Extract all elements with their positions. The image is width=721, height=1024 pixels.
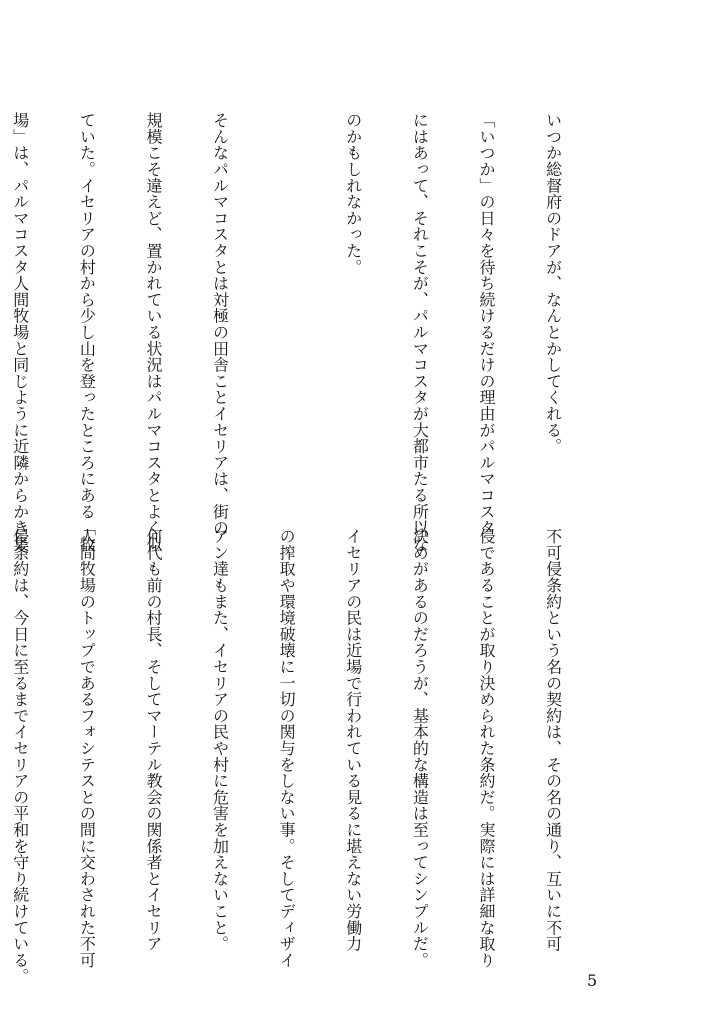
text-line: 不可侵条約という名の契約は、その名の通り、互いに不可	[543, 528, 563, 952]
text-line: 決めがあるのだろうが、基本的な構造は至ってシンプルだ。	[410, 528, 430, 969]
text-line: イセリアの民は近場で行われている見るに堪えない労働力	[343, 528, 363, 952]
text-line: 侵条約は、今日に至るまでイセリアの平和を守り続けている。	[10, 528, 30, 985]
text-line: アン達もまた、イセリアの民や村に危害を加えないこと。	[210, 528, 230, 952]
text-line: の搾取や環境破壊に一切の関与をしない事。そしてディザイ	[277, 528, 297, 969]
text-line: 人間牧場のトップであるフォシテスとの間に交わされた不可	[77, 528, 97, 969]
text-line: 「いつか」の日々を待ち続けるだけの理由がパルマコスタ	[476, 112, 496, 536]
upper-text-block	[0, 112, 608, 553]
text-line: 規模こそ違えど、置かれている状況はパルマコスタとよく似	[143, 112, 163, 553]
lower-text-block	[0, 528, 608, 985]
text-line: にはあって、それこそが、パルマコスタが大都市たる所以な	[410, 112, 430, 553]
text-line: そんなパルマコスタとは対極の田舎ことイセリアは、街の	[210, 112, 230, 536]
text-line: いつか総督府のドアが、なんとかしてくれる。	[543, 112, 563, 455]
text-line: 場」は、パルマコスタ人間牧場と同じように近隣からかき集	[10, 112, 30, 553]
text-line: ていた。イセリアの村から少し山を登ったところにある「牧	[77, 112, 97, 553]
text-line: 侵であることが取り決められた条約だ。実際には詳細な取り	[476, 528, 496, 969]
blank-line	[275, 112, 297, 506]
text-line: 何代も前の村長、そしてマーテル教会の関係者とイセリア	[143, 528, 163, 952]
text-line: のかもしれなかった。	[343, 112, 363, 275]
page-number: 5	[587, 971, 598, 990]
